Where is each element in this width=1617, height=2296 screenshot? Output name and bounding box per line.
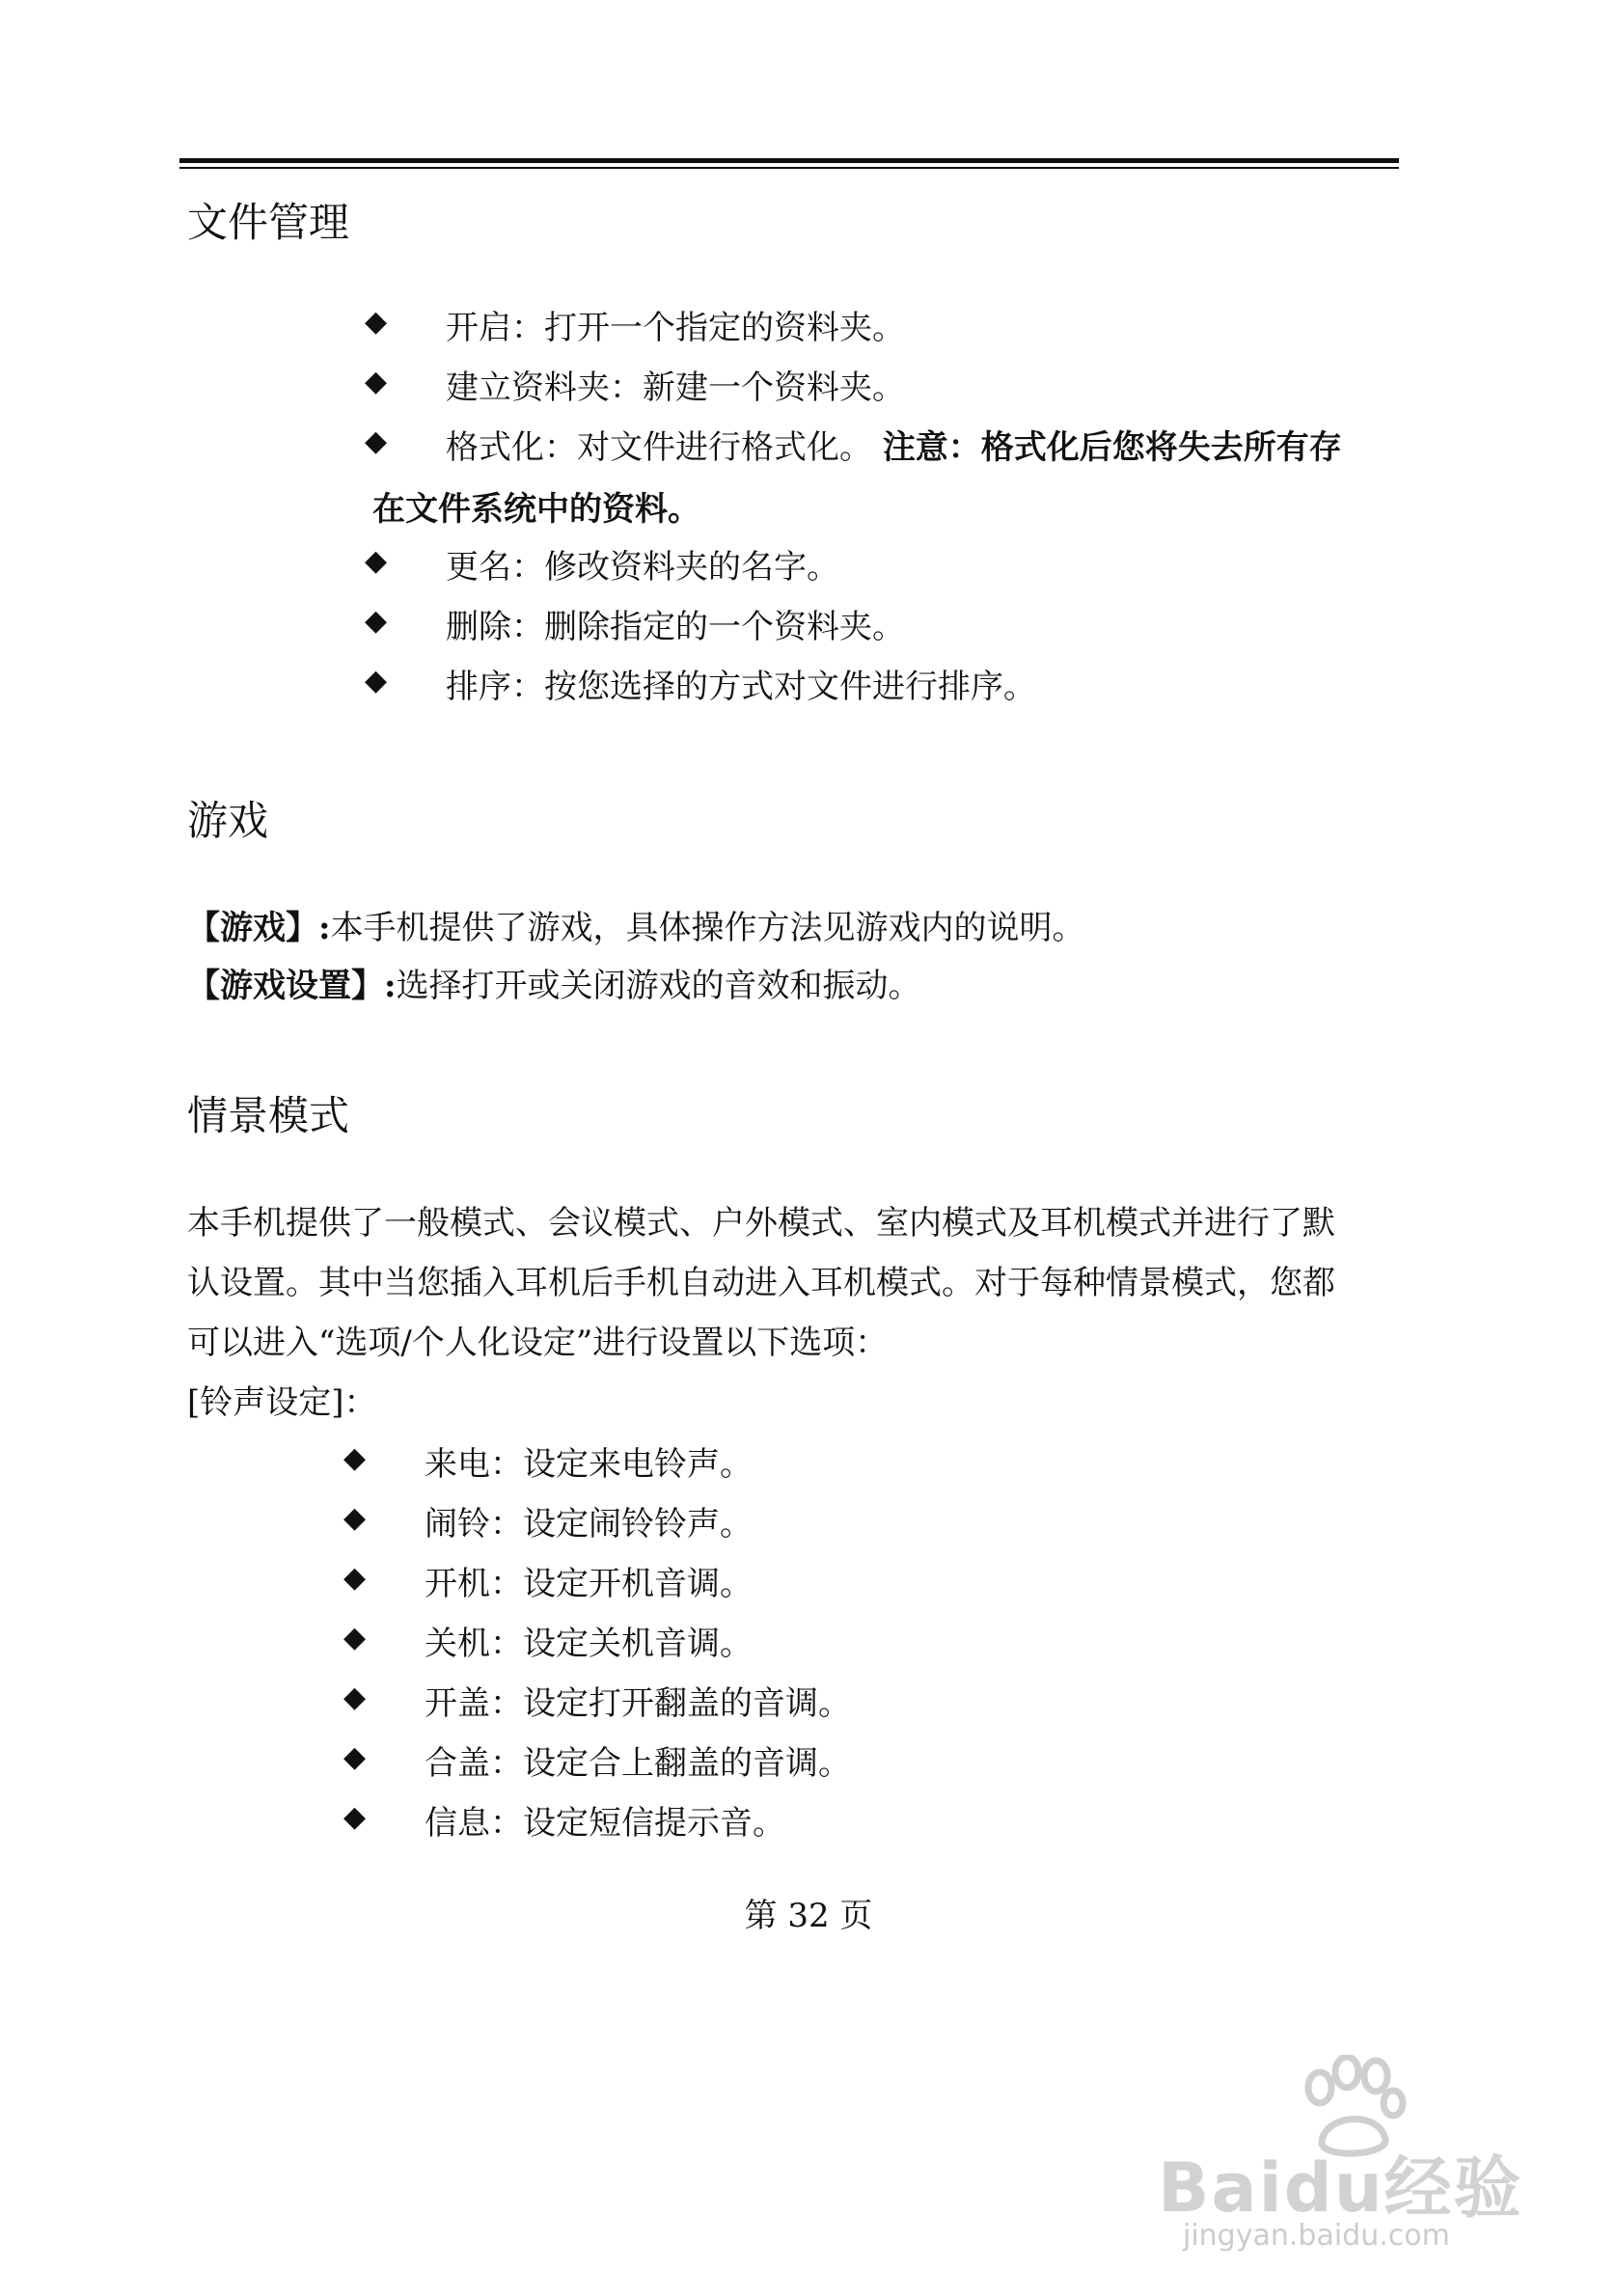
diamond-bullet-icon: ◆	[365, 424, 388, 458]
list-item: 建立资料夹：新建一个资料夹。	[446, 369, 905, 407]
baidu-watermark	[1148, 2055, 1563, 2257]
header-rule-thin	[179, 167, 1399, 169]
heading-file-management: 文件管理	[187, 199, 350, 246]
list-item: 开启：打开一个指定的资料夹。	[446, 309, 905, 347]
watermark-url: jingyan.baidu.com	[1183, 2219, 1450, 2253]
profile-paragraph-line: 本手机提供了一般模式、会议模式、户外模式、室内模式及耳机模式并进行了默	[187, 1204, 1335, 1243]
list-item: 排序：按您选择的方式对文件进行排序。	[446, 668, 1036, 706]
profile-paragraph-line: 认设置。其中当您插入耳机后手机自动进入耳机模式。对于每种情景模式，您都	[187, 1264, 1335, 1302]
diamond-bullet-icon: ◆	[365, 544, 388, 578]
diamond-bullet-icon: ◆	[343, 1441, 367, 1475]
diamond-bullet-icon: ◆	[343, 1561, 367, 1595]
format-warning: 注意：格式化后您将失去所有存	[882, 428, 1342, 467]
diamond-bullet-icon: ◆	[343, 1681, 367, 1714]
header-rule-thick	[179, 158, 1399, 163]
game-settings-entry: 【游戏设置】:选择打开或关闭游戏的音效和振动。	[187, 967, 921, 1005]
list-item: 更名：修改资料夹的名字。	[446, 548, 839, 587]
diamond-bullet-icon: ◆	[365, 365, 388, 398]
diamond-bullet-icon: ◆	[343, 1621, 367, 1654]
list-item-format: 格式化：对文件进行格式化。 注意：格式化后您将失去所有存	[446, 428, 1342, 467]
profile-paragraph-line: 可以进入“选项/个人化设定”进行设置以下选项：	[187, 1324, 889, 1362]
ring-item: 开机：设定开机音调。	[425, 1565, 753, 1603]
ring-item: 来电：设定来电铃声。	[425, 1445, 753, 1484]
diamond-bullet-icon: ◆	[343, 1740, 367, 1774]
format-warning-continued: 在文件系统中的资料。	[372, 490, 700, 529]
page-number: 第 32 页	[744, 1897, 873, 1935]
heading-game: 游戏	[187, 797, 269, 844]
diamond-bullet-icon: ◆	[365, 664, 388, 697]
watermark-logo: Baidu经验	[1158, 2148, 1523, 2228]
ring-item: 信息：设定短信提示音。	[425, 1804, 785, 1843]
diamond-bullet-icon: ◆	[365, 305, 388, 339]
list-item: 删除：删除指定的一个资料夹。	[446, 608, 905, 646]
diamond-bullet-icon: ◆	[343, 1501, 367, 1535]
ring-item: 闹铃：设定闹铃铃声。	[425, 1505, 753, 1544]
ring-settings-header: [铃声设定]：	[187, 1383, 377, 1422]
ring-item: 关机：设定关机音调。	[425, 1625, 753, 1663]
heading-profile-mode: 情景模式	[187, 1092, 350, 1139]
ring-item: 合盖：设定合上翻盖的音调。	[425, 1744, 851, 1783]
diamond-bullet-icon: ◆	[365, 604, 388, 638]
game-entry: 【游戏】:本手机提供了游戏，具体操作方法见游戏内的说明。	[187, 909, 1085, 947]
diamond-bullet-icon: ◆	[343, 1800, 367, 1834]
ring-item: 开盖：设定打开翻盖的音调。	[425, 1684, 851, 1723]
